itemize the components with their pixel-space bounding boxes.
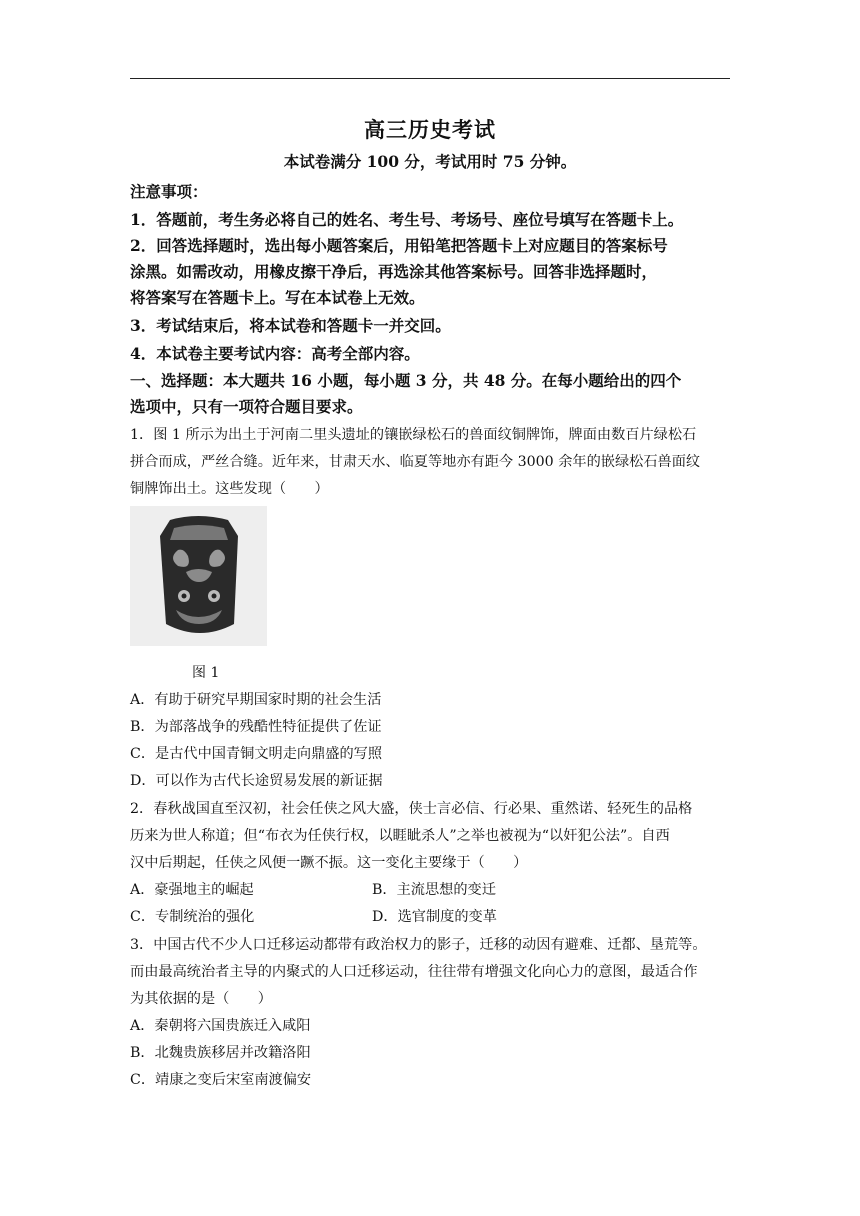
q1-stem-line-2: 拼合而成，严丝合缝。近年来，甘肃天水、临夏等地亦有距今 3000 余年的嵌绿松石兽面纹 [130,454,701,470]
notice-item-2-line-2: 涂黑。如需改动，用橡皮擦干净后，再选涂其他答案标号。回答非选择题时， [130,262,658,281]
notice-item-4: 4．本试卷主要考试内容：高考全部内容。 [130,344,420,363]
section-heading-line-1: 一、选择题：本大题共 16 小题，每小题 3 分，共 48 分。在每小题给出的四个 [130,371,682,390]
header-rule [130,78,730,79]
q2-option-a: A．豪强地主的崛起 [130,882,254,898]
notice-item-2-line-1: 2．回答选择题时，选出每小题答案后，用铅笔把答题卡上对应题目的答案标号 [130,236,668,255]
q1-option-c: C．是古代中国青铜文明走向鼎盛的写照 [130,746,383,762]
q3-stem-line-3: 为其依据的是（ ） [130,991,272,1007]
q2-option-d: D．选官制度的变革 [372,909,497,925]
q1-figure-caption: 图 1 [192,665,220,681]
q3-option-a: A．秦朝将六国贵族迁入咸阳 [130,1018,311,1034]
notice-item-3: 3．考试结束后，将本试卷和答题卡一并交回。 [130,316,451,335]
q3-stem-line-2: 而由最高统治者主导的内聚式的人口迁移运动，往往带有增强文化向心力的意图，最适合作 [130,964,698,980]
q3-stem-line-1: 3．中国古代不少人口迁移运动都带有政治权力的影子，迁移的动因有避难、迁都、垦荒等。 [130,937,707,953]
q2-option-b: B．主流思想的变迁 [372,882,496,898]
q2-stem-line-1: 2．春秋战国直至汉初，社会任侠之风大盛，侠士言必信、行必果、重然诺、轻死生的品格 [130,801,693,817]
bronze-plaque-image [130,506,267,646]
notice-heading: 注意事项： [130,182,208,201]
q3-option-b: B．北魏贵族移居并改籍洛阳 [130,1045,311,1061]
page-subtitle: 本试卷满分 100 分，考试用时 75 分钟。 [283,152,577,171]
q2-stem-line-3: 汉中后期起，任侠之风便一蹶不振。这一变化主要缘于（ ） [130,855,528,871]
q1-stem-line-1: 1．图 1 所示为出土于河南二里头遗址的镶嵌绿松石的兽面纹铜牌饰，牌面由数百片绿松石 [130,427,697,443]
q2-option-c: C．专制统治的强化 [130,909,255,925]
q1-option-b: B．为部落战争的残酷性特征提供了佐证 [130,719,382,735]
notice-item-1: 1．答题前，考生务必将自己的姓名、考生号、考场号、座位号填写在答题卡上。 [130,210,684,229]
q1-option-a: A．有助于研究早期国家时期的社会生活 [130,692,382,708]
section-heading-line-2: 选项中，只有一项符合题目要求。 [130,397,363,416]
page-title: 高三历史考试 [364,117,496,142]
q1-figure-bronze-plaque [130,506,267,646]
q1-stem-line-3: 铜牌饰出土。这些发现（ ） [130,481,329,497]
q2-stem-line-2: 历来为世人称道；但“布衣为任侠行权，以睚眦杀人”之举也被视为“以奸犯公法”。自西 [130,828,670,844]
q1-option-d: D．可以作为古代长途贸易发展的新证据 [130,773,383,789]
q3-option-c: C．靖康之变后宋室南渡偏安 [130,1072,312,1088]
notice-item-2-line-3: 将答案写在答题卡上。写在本试卷上无效。 [130,288,425,307]
